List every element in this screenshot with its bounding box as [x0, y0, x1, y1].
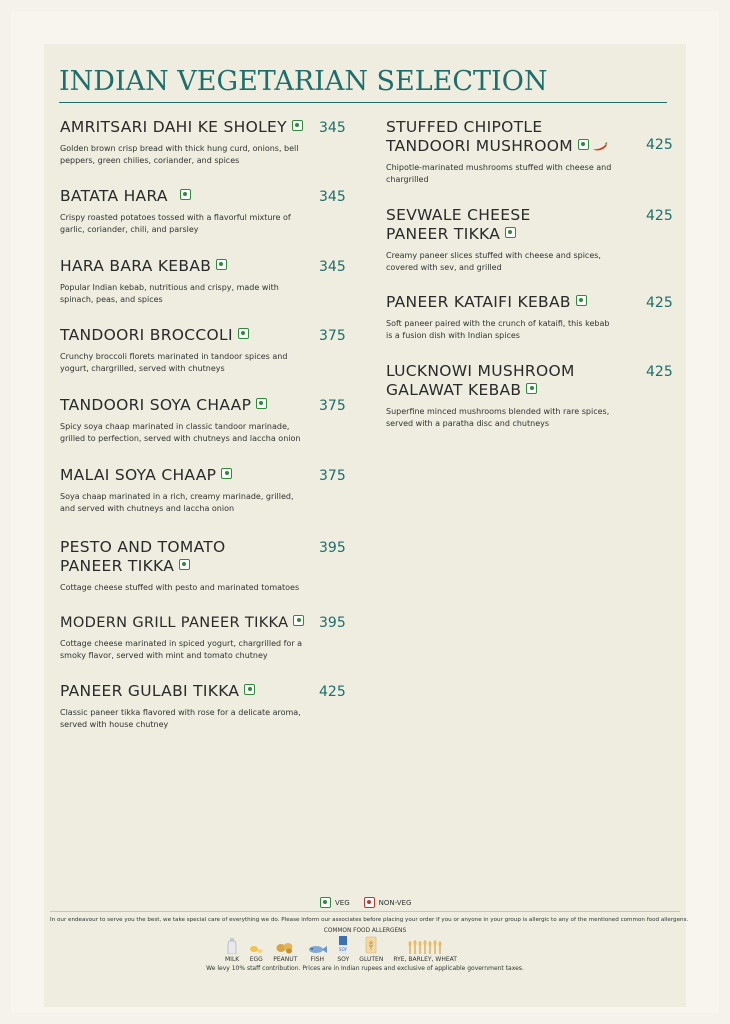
veg-icon — [292, 120, 303, 131]
item-description: Spicy soya chaap marinated in classic tandoor marinade, grilled to perfection, served with chutneys and laccha onion — [60, 422, 301, 443]
item-price: 425 — [646, 364, 673, 380]
menu-item — [60, 326, 310, 375]
legend-veg-label: VEG — [335, 898, 350, 907]
item-description: Soft paneer paired with the crunch of kataifi, this kebab is a fusion dish with Indian spices — [386, 319, 610, 340]
item-description: Superfine minced mushrooms blended with rare spices, served with a paratha disc and chutneys — [386, 407, 610, 428]
veg-icon — [256, 398, 267, 409]
veg-icon — [244, 684, 255, 695]
allergen-list — [225, 936, 467, 963]
wheat-icon — [407, 940, 443, 954]
nonveg-icon — [364, 897, 375, 908]
menu-item — [386, 293, 616, 342]
page-title: INDIAN VEGETARIAN SELECTION — [59, 66, 548, 97]
item-name: MODERN GRILL PANEER TIKKA — [60, 614, 289, 631]
veg-icon — [293, 615, 304, 626]
soy-icon — [337, 936, 349, 954]
veg-icon — [578, 139, 589, 150]
item-name: AMRITSARI DAHI KE SHOLEY — [60, 118, 287, 136]
menu-item — [60, 466, 310, 515]
item-price: 425 — [646, 137, 673, 153]
item-description: Crunchy broccoli florets marinated in tandoor spices and yogurt, chargrilled, served with chutneys — [60, 352, 288, 373]
item-price: 345 — [319, 120, 346, 136]
allergen-title: COMMON FOOD ALLERGENS — [323, 928, 407, 934]
item-description: Popular Indian kebab, nutritious and crispy, made with spinach, peas, and spices — [60, 283, 279, 304]
veg-icon — [505, 227, 516, 238]
gluten-icon — [365, 936, 377, 954]
allergen-fish: FISH — [307, 945, 327, 963]
item-price: 425 — [646, 208, 673, 224]
allergen-gluten: GLUTEN — [359, 936, 383, 963]
menu-item — [60, 396, 310, 445]
item-name-line2: PANEER TIKKA — [60, 557, 175, 575]
item-name-line1: STUFFED CHIPOTLE — [386, 118, 543, 136]
item-price: 375 — [319, 328, 346, 344]
allergen-peanut: PEANUT — [273, 942, 297, 963]
title-divider — [59, 102, 667, 103]
item-description: Crispy roasted potatoes tossed with a flavorful mixture of garlic, coriander, chili, and parsley — [60, 213, 291, 234]
item-name-line2: PANEER TIKKA — [386, 225, 501, 243]
item-price: 425 — [319, 684, 346, 700]
milk-icon — [227, 938, 237, 954]
item-price: 395 — [319, 540, 346, 556]
item-name: TANDOORI SOYA CHAAP — [60, 396, 252, 414]
veg-icon — [216, 259, 227, 270]
diet-legend — [320, 897, 411, 908]
item-name: TANDOORI BROCCOLI — [60, 326, 233, 344]
item-price: 395 — [319, 615, 346, 631]
tax-note: We levy 10% staff contribution. Prices are in Indian rupees and exclusive of applicable government taxes. — [206, 965, 524, 972]
menu-item — [60, 682, 310, 731]
item-description: Creamy paneer slices stuffed with cheese and spices, covered with sev, and grilled — [386, 251, 601, 272]
menu-item — [60, 118, 310, 167]
item-description: Chipotle-marinated mushrooms stuffed with cheese and chargrilled — [386, 163, 612, 184]
svg-text:SOY: SOY — [339, 947, 348, 952]
item-name: PANEER GULABI TIKKA — [60, 682, 240, 700]
menu-item — [60, 187, 310, 236]
item-name: MALAI SOYA CHAAP — [60, 466, 217, 484]
item-description: Classic paneer tikka flavored with rose for a delicate aroma, served with house chutney — [60, 708, 301, 729]
item-name-line1: SEVWALE CHEESE — [386, 206, 531, 224]
menu-item — [386, 206, 626, 274]
item-price: 375 — [319, 398, 346, 414]
allergen-egg: EGG — [249, 944, 263, 963]
item-name-line2: TANDOORI MUSHROOM — [386, 137, 573, 155]
menu-item — [60, 257, 310, 306]
menu-item — [60, 538, 310, 594]
allergen-milk: MILK — [225, 938, 239, 963]
item-name: PANEER KATAIFI KEBAB — [386, 293, 571, 311]
item-name: HARA BARA KEBAB — [60, 257, 212, 275]
veg-icon — [180, 189, 191, 200]
item-description: Golden brown crisp bread with thick hung curd, onions, bell peppers, green chilies, coriander, and spices — [60, 144, 299, 165]
egg-icon — [249, 944, 263, 954]
veg-icon — [221, 468, 232, 479]
item-name: BATATA HARA — [60, 187, 168, 205]
footer-divider — [50, 911, 680, 912]
allergy-note: In our endeavour to serve you the best, we take special care of everything we do. Please inform our associates before placing your order if you or anyone in your group is allergic to any of the mentioned common food allergens. — [50, 917, 689, 923]
spicy-chili-icon — [592, 142, 608, 151]
allergen-soy: SOY SOY — [337, 936, 349, 963]
menu-item — [60, 613, 320, 662]
fish-icon — [307, 945, 327, 954]
veg-icon — [526, 383, 537, 394]
menu-item — [386, 118, 626, 186]
veg-icon — [238, 328, 249, 339]
item-price: 425 — [646, 295, 673, 311]
item-name-line1: PESTO AND TOMATO — [60, 538, 226, 556]
veg-icon — [576, 295, 587, 306]
item-description: Cottage cheese stuffed with pesto and marinated tomatoes — [60, 583, 300, 592]
item-price: 375 — [319, 468, 346, 484]
allergen-rye-barley-wheat: RYE, BARLEY, WHEAT — [393, 940, 457, 963]
item-price: 345 — [319, 189, 346, 205]
item-price: 345 — [319, 259, 346, 275]
legend-nonveg-label: NON-VEG — [378, 898, 412, 907]
veg-icon — [179, 559, 190, 570]
menu-item — [386, 362, 616, 430]
item-name-line2: GALAWAT KEBAB — [386, 381, 522, 399]
item-description: Soya chaap marinated in a rich, creamy marinade, grilled, and served with chutneys and laccha onion — [60, 492, 294, 513]
item-description: Cottage cheese marinated in spiced yogurt, chargrilled for a smoky flavor, served with mint and tomato chutney — [60, 639, 303, 660]
peanut-icon — [276, 942, 294, 954]
item-name-line1: LUCKNOWI MUSHROOM — [386, 362, 575, 380]
veg-icon — [320, 897, 331, 908]
